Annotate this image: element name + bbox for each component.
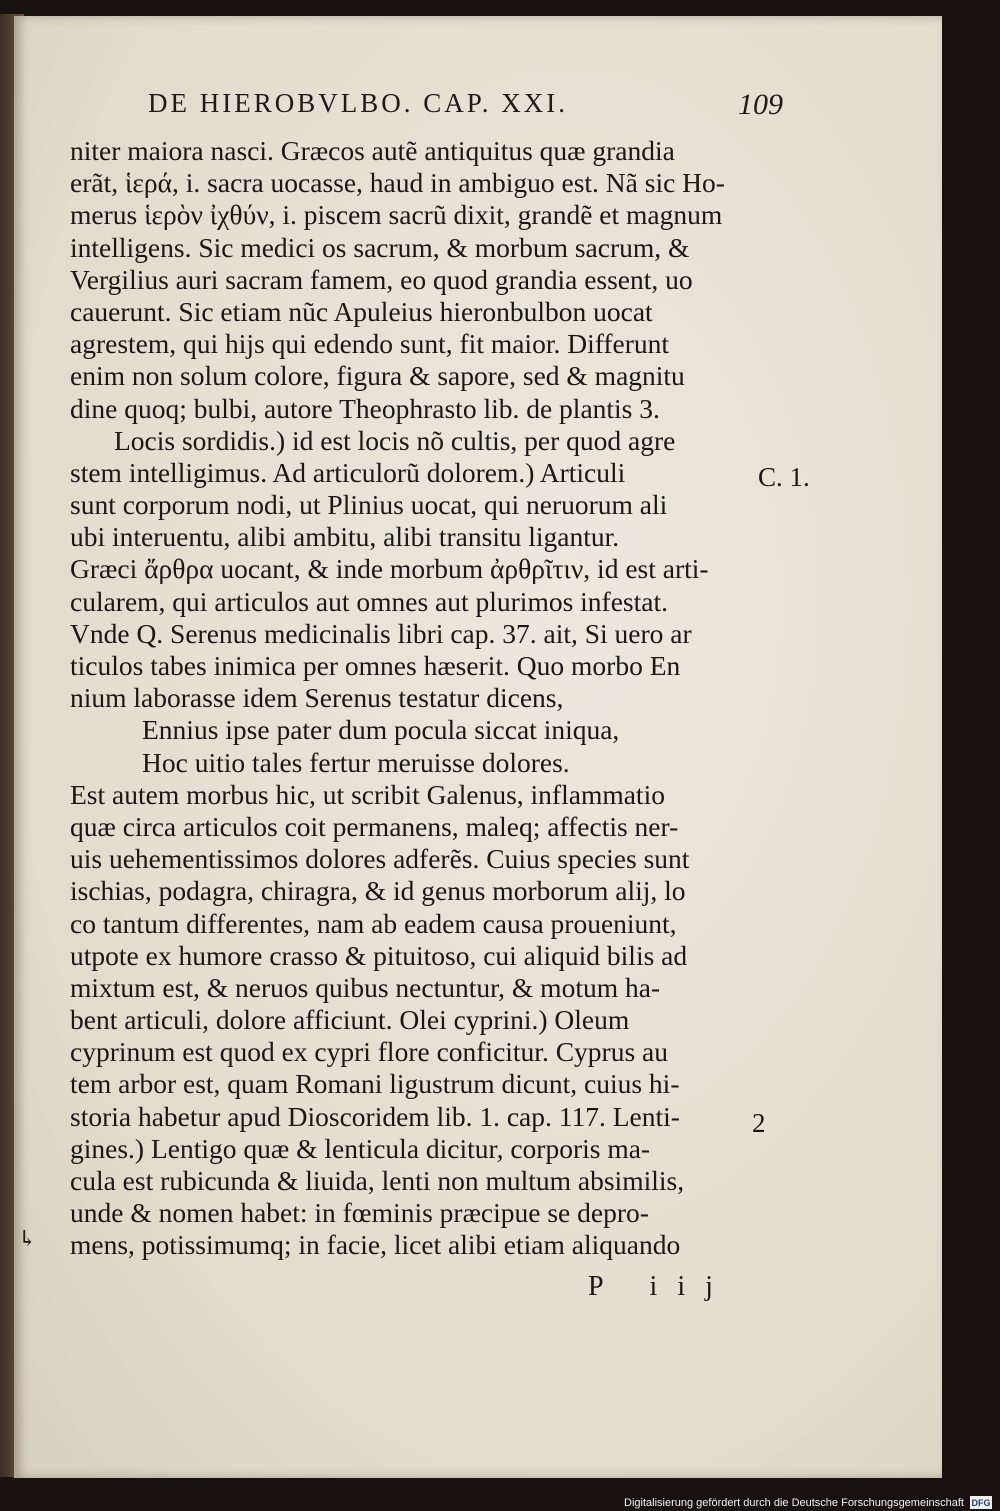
dfg-logo-icon: DFG [971,1497,991,1508]
text-line: storia habetur apud Dioscoridem lib. 1. cap. 117. Lenti- [70,1100,680,1132]
text-line: cyprinum est quod ex cypri flore conficitur. Cyprus au [70,1036,668,1068]
text-line: unde & nomen habet: in fœminis præcipue se depro- [70,1197,649,1229]
text-line: cularem, qui articulos aut omnes aut plurimos infestat. [70,585,668,617]
text-line: sunt corporum nodi, ut Plinius uocat, qui neruorum ali [70,489,668,521]
text-line: co tantum differentes, nam ab eadem causa proueniunt, [70,907,677,939]
text-line: dine quoq; bulbi, autore Theophrasto lib. de plantis 3. [70,392,660,424]
text-line: erãt, ἱερά, i. sacra uocasse, haud in ambiguo est. Nã sic Ho- [70,167,725,199]
marginal-mark: ↳ [18,1226,37,1251]
text-line: cula est rubicunda & liuida, lenti non multum absimilis, [70,1165,685,1196]
page-number: 109 [738,88,783,121]
text-line: utpote ex humore crasso & pituitoso, cui aliquid bilis ad [70,939,688,971]
verse-line: Hoc uitio tales fertur meruisse dolores. [142,746,570,778]
verse-line: Ennius ipse pater dum pocula siccat iniqua, [142,714,620,746]
text-line: nium laborasse idem Serenus testatur dicens, [70,682,564,714]
text-line: cauerunt. Sic etiam nũc Apuleius hieronbulbon uocat [70,295,653,327]
text-line: enim non solum colore, figura & sapore, sed & magnitu [70,360,685,392]
text-line: ubi interuentu, alibi ambitu, alibi transitu ligantur. [70,521,620,553]
text-line: ischias, podagra, chiragra, & id genus morborum alij, lo [70,875,686,907]
text-line: niter maiora nasci. Græcos autẽ antiquitus quæ grandia [70,135,675,166]
text-line: uis uehementissimos dolores adferẽs. Cuius species sunt [70,843,690,875]
text-line: bent articuli, dolore afficiunt. Olei cyprini.) Oleum [70,1004,630,1036]
body-text [70,135,760,1262]
page-header [148,88,788,128]
text-line: ticulos tabes inimica per omnes hæserit. Quo morbo En [70,650,681,681]
running-title: DE HIEROBVLBO. CAP. XXI. [148,88,569,118]
text-line: tem arbor est, quam Romani ligustrum dicunt, cuius hi- [70,1068,680,1100]
text-line: Græci ἄρθρα uocant, & inde morbum ἀρθρῖτιν, id est arti- [70,553,709,585]
marginal-note-c1: C. 1. [758,462,810,492]
text-line: Est autem morbus hic, ut scribit Galenus, inflammatio [70,778,665,810]
text-line: mixtum est, & neruos quibus nectuntur, & motum ha- [70,971,661,1003]
text-line: Locis sordidis.) id est locis nõ cultis, per quod agre [114,424,676,456]
footer-credit [624,1496,992,1509]
footer-credit-text: Digitalisierung gefördert durch die Deutsche Forschungsgemeinschaft [624,1496,964,1509]
text-line: merus ἱερὸν ἰχθύν, i. piscem sacrũ dixit, grandẽ et magnum [70,199,723,231]
text-line: stem intelligimus. Ad articulorũ dolorem.) Articuli [70,456,626,488]
text-line: Vnde Q. Serenus medicinalis libri cap. 37. ait, Si uero ar [70,617,692,649]
text-line: intelligens. Sic medici os sacrum, & morbum sacrum, & [70,231,690,263]
marginal-note-2: 2 [752,1108,766,1138]
text-line: Vergilius auri sacram famem, eo quod grandia essent, uo [70,263,693,295]
text-line: agrestem, qui hijs qui edendo sunt, fit maior. Differunt [70,328,670,360]
text-line: mens, potissimumq; in facie, licet alibi etiam aliquando [70,1229,681,1261]
text-line: gines.) Lentigo quæ & lenticula dicitur, corporis ma- [70,1132,651,1164]
signature-mark: P iij [588,1271,733,1302]
text-line: quæ circa articulos coit permanens, maleq; affectis ner- [70,810,679,842]
